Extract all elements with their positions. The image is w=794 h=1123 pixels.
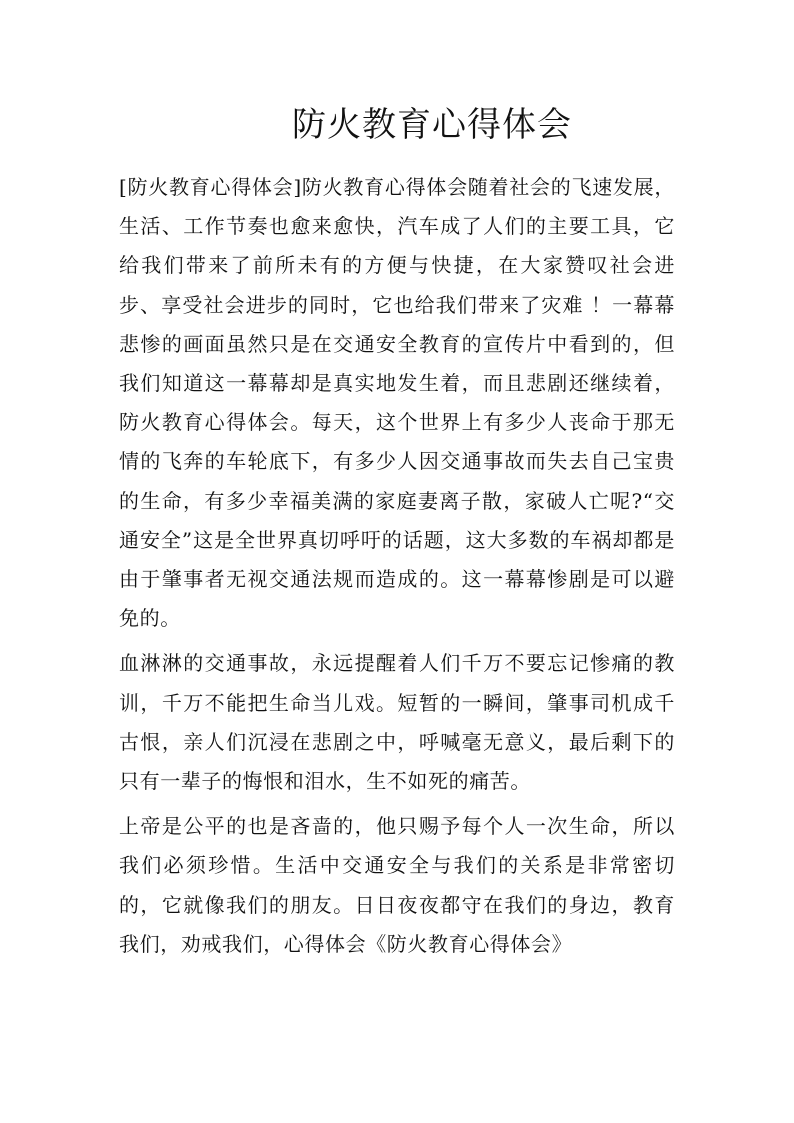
paragraph-3: 上帝是公平的也是吝啬的，他只赐予每个人一次生命，所以我们必须珍惜。生活中交通安全与我们的关系是非常密切的，它就像我们的朋友。日日夜夜都守在我们的身边，教育我们，劝戒我们，心得体会《防火教育心得体会》	[119, 814, 675, 956]
document-title: 防火教育心得体会	[292, 105, 572, 145]
paragraph-1: [防火教育心得体会]防火教育心得体会随着社会的飞速发展，生活、工作节奏也愈来愈快，汽车成了人们的主要工具，它给我们带来了前所未有的方便与快捷，在大家赞叹社会进步、享受社会进步的同时，它也给我们带来了灾难 ！一幕幕悲惨的画面虽然只是在交通安全教育的宣传片中看到的，但我们知道这一幕幕却是真实地发生着，而且悲剧还继续着，防火教育心得体会。每天，这个世界上有多少人丧命于那无情的飞奔的车轮底下，有多少人因交通事故而失去自己宝贵的生命，有多少幸福美满的家庭妻离子散，家破人亡呢?“交通安全”这是全世界真切呼吁的话题，这大多数的车祸却都是由于肇事者无视交通法规而造成的。这一幕幕惨剧是可以避免的。	[119, 175, 675, 631]
document-body	[119, 168, 675, 964]
paragraph-2: 血淋淋的交通事故，永远提醒着人们千万不要忘记惨痛的教训，千万不能把生命当儿戏。短暂的一瞬间，肇事司机成千古恨，亲人们沉浸在悲剧之中，呼喊毫无意义，最后剩下的只有一辈子的悔恨和泪水，生不如死的痛苦。	[119, 651, 675, 794]
